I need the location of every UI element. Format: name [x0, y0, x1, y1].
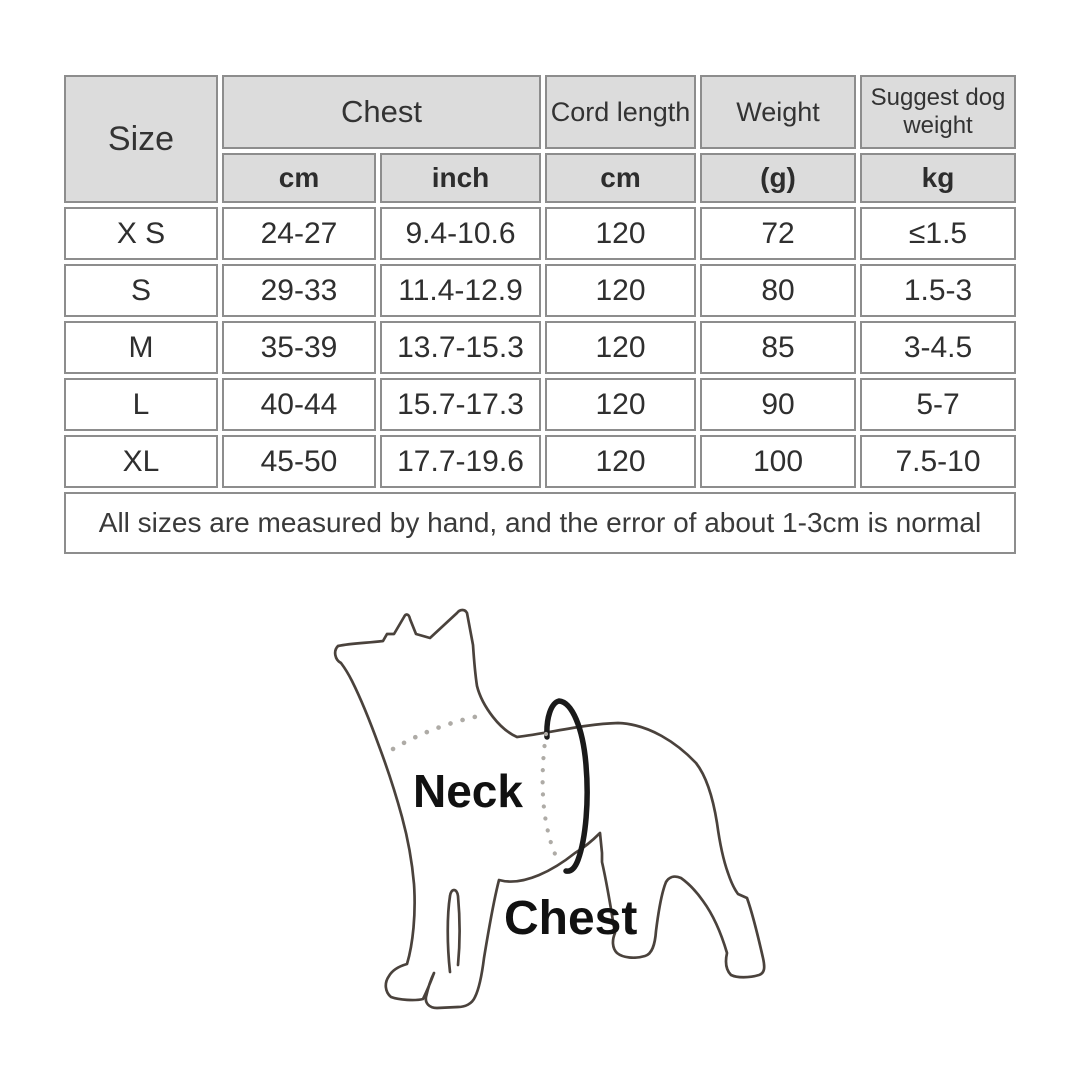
weight-cell: 80 [700, 264, 856, 317]
suggest-dog-weight-header: Suggest dog weight [860, 75, 1016, 149]
size-chart-table [60, 71, 1020, 558]
chest-inch-cell: 13.7-15.3 [380, 321, 541, 374]
cord-cell: 120 [545, 378, 696, 431]
table-row-l [64, 378, 1016, 431]
chest-inch-cell: 9.4-10.6 [380, 207, 541, 260]
table-row-m [64, 321, 1016, 374]
size-header: Size [64, 75, 218, 203]
table-row-xs [64, 207, 1016, 260]
neck-dotted-line [393, 716, 479, 749]
weight-cell: 100 [700, 435, 856, 488]
chest-header: Chest [222, 75, 541, 149]
weight-cell: 90 [700, 378, 856, 431]
suggest-unit: kg [860, 153, 1016, 203]
chest-ring-dotted [543, 734, 560, 864]
size-cell: L [64, 378, 218, 431]
header-row-labels [64, 75, 1016, 149]
cord-cell: 120 [545, 321, 696, 374]
cord-cell: 120 [545, 207, 696, 260]
dog-weight-cell: 7.5-10 [860, 435, 1016, 488]
chest-cm-cell: 45-50 [222, 435, 376, 488]
chest-cm-unit: cm [222, 153, 376, 203]
chest-cm-cell: 35-39 [222, 321, 376, 374]
chest-inch-unit: inch [380, 153, 541, 203]
size-cell: S [64, 264, 218, 317]
weight-cell: 72 [700, 207, 856, 260]
size-cell: X S [64, 207, 218, 260]
chest-ring-solid [547, 701, 587, 871]
dog-weight-cell: 3-4.5 [860, 321, 1016, 374]
dog-weight-cell: 1.5-3 [860, 264, 1016, 317]
size-cell: XL [64, 435, 218, 488]
chest-cm-cell: 29-33 [222, 264, 376, 317]
front-leg-inner-line [448, 890, 460, 972]
table-row-s [64, 264, 1016, 317]
neck-label: Neck [413, 765, 523, 817]
cord-length-header: Cord length [545, 75, 696, 149]
chest-cm-cell: 40-44 [222, 378, 376, 431]
weight-header: Weight [700, 75, 856, 149]
measurement-note: All sizes are measured by hand, and the error of about 1-3cm is normal [64, 492, 1016, 554]
dog-weight-cell: ≤1.5 [860, 207, 1016, 260]
cord-cell: 120 [545, 435, 696, 488]
chest-cm-cell: 24-27 [222, 207, 376, 260]
size-cell: M [64, 321, 218, 374]
dog-outline-icon [335, 610, 764, 1008]
dog-weight-cell: 5-7 [860, 378, 1016, 431]
chest-inch-cell: 11.4-12.9 [380, 264, 541, 317]
note-row [64, 492, 1016, 554]
weight-unit: (g) [700, 153, 856, 203]
chest-inch-cell: 15.7-17.3 [380, 378, 541, 431]
table-row-xl [64, 435, 1016, 488]
weight-cell: 85 [700, 321, 856, 374]
chest-label: Chest [504, 892, 638, 945]
chest-inch-cell: 17.7-19.6 [380, 435, 541, 488]
cord-unit: cm [545, 153, 696, 203]
cord-cell: 120 [545, 264, 696, 317]
